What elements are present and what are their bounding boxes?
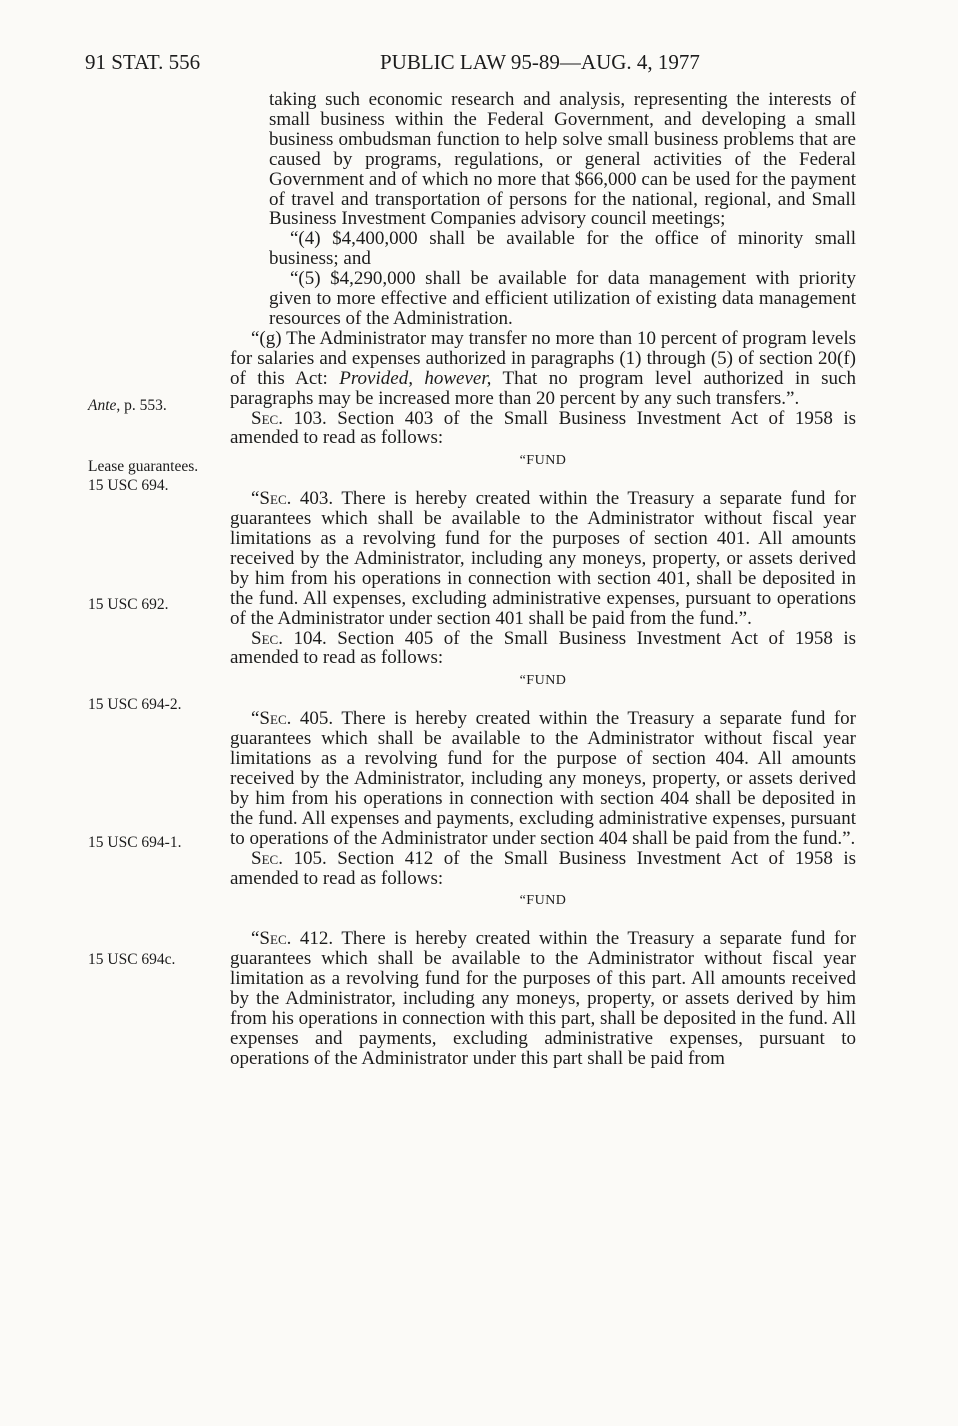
section-405-text: . 405. There is hereby created within the Treasury a separate fund for guarantees which shall be available to the Administrator without fiscal year limitations as a revolving fund for the purpose of section 404. All amounts received by the Administrator, including any moneys, property, or assets derived by him from his operations in connection with section 404 shall be deposited in the fund. All expenses and payments, excluding administrative expenses, pursuant to operations of the Administrator under section 404 shall be paid from the fund.”. (230, 708, 856, 849)
fund-heading-1: “FUND (519, 453, 567, 469)
section-104-text: . 104. Section 405 of the Small Business Investment Act of 1958 is amended to read as follows: (230, 627, 856, 669)
section-104 (230, 629, 856, 669)
margin-note-lease-usc: 15 USC 694. (88, 477, 169, 494)
section-412 (230, 929, 856, 1068)
margin-note-ante-page: , p. 553. (116, 397, 167, 414)
page-running-header: PUBLIC LAW 95-89—AUG. 4, 1977 (380, 50, 700, 74)
page-stat-number: 91 STAT. 556 (85, 50, 201, 74)
subsection-g-text: “(g) The Administrator may transfer no more than 10 percent of program levels for salaries and expenses authorized in paragraphs (1) through (5) of section 20(f) of this Act: (230, 327, 856, 389)
section-label: “Sec (251, 708, 287, 730)
paragraph-4: “(4) $4,400,000 shall be available for the office of minority small business; and (269, 228, 856, 270)
section-label: “Sec (251, 928, 287, 950)
section-412-text: . 412. There is hereby created within the Treasury a separate fund for guarantees which shall be available to the Administrator without fiscal year limitation as a revolving fund for the purposes of this part. All amounts received by the Administrator, including any moneys, property, or assets derived by him from his operations in connection with this part, shall be deposited in the fund. All expenses and payments, excluding administrative expenses, pursuant to operations of the Administrator under this part shall be paid from (230, 928, 856, 1069)
section-105-text: . 105. Section 412 of the Small Business Investment Act of 1958 is amended to read as follows: (230, 847, 856, 889)
section-103-text: . 103. Section 403 of the Small Business Investment Act of 1958 is amended to read as follows: (230, 407, 856, 449)
margin-note-usc-692: 15 USC 692. (88, 596, 169, 613)
subsection-g (230, 329, 856, 409)
section-105 (230, 849, 856, 889)
margin-note-usc-694-1: 15 USC 694-1. (88, 834, 182, 851)
section-103 (230, 409, 856, 449)
margin-note-usc-694c: 15 USC 694c. (88, 951, 176, 968)
section-label: Sec (251, 627, 279, 649)
statute-text (230, 90, 856, 1069)
section-label: Sec (251, 847, 279, 869)
margin-note-lease-heading: Lease guarantees. (88, 458, 199, 475)
margin-note-ante-label: Ante (88, 397, 117, 414)
section-label: “Sec (251, 488, 287, 510)
fund-heading-2: “FUND (519, 673, 567, 689)
fund-heading-3: “FUND (519, 893, 567, 909)
subsection-g-text-end: That no program level authorized in such paragraphs may be increased more than 20 percent by any such transfers.”. (230, 367, 856, 409)
margin-note-ante (88, 396, 167, 415)
section-403-text: . 403. There is hereby created within the Treasury a separate fund for guarantees which shall be available to the Administrator without fiscal year limitations as a revolving fund for the purposes of section 401. All amounts received by the Administrator, including any moneys, property, or assets derived by him from his operations in connection with section 401, shall be deposited in the fund. All expenses, excluding administrative expenses, pursuant to operations of the Administrator under section 401 shall be paid from the fund.”. (230, 488, 856, 629)
section-405 (230, 709, 856, 848)
section-label: Sec (251, 407, 279, 429)
paragraph-continued: taking such economic research and analysis, representing the interests of small business within the Federal Government, and developing a small business ombudsman function to help solve small business problems that are caused by programs, regulations, or general activities of the Federal Government and of which no more that $66,000 can be used for the payment of travel and transportation of persons for the national, regional, and Small Business Investment Companies advisory council meetings; (269, 89, 856, 230)
margin-note-usc-694-2: 15 USC 694-2. (88, 696, 182, 713)
section-403 (230, 489, 856, 628)
paragraph-5: “(5) $4,290,000 shall be available for data management with priority given to more effective and efficient utilization of existing data management resources of the Administration. (269, 268, 856, 329)
proviso-italic: Provided, however, (339, 367, 492, 389)
